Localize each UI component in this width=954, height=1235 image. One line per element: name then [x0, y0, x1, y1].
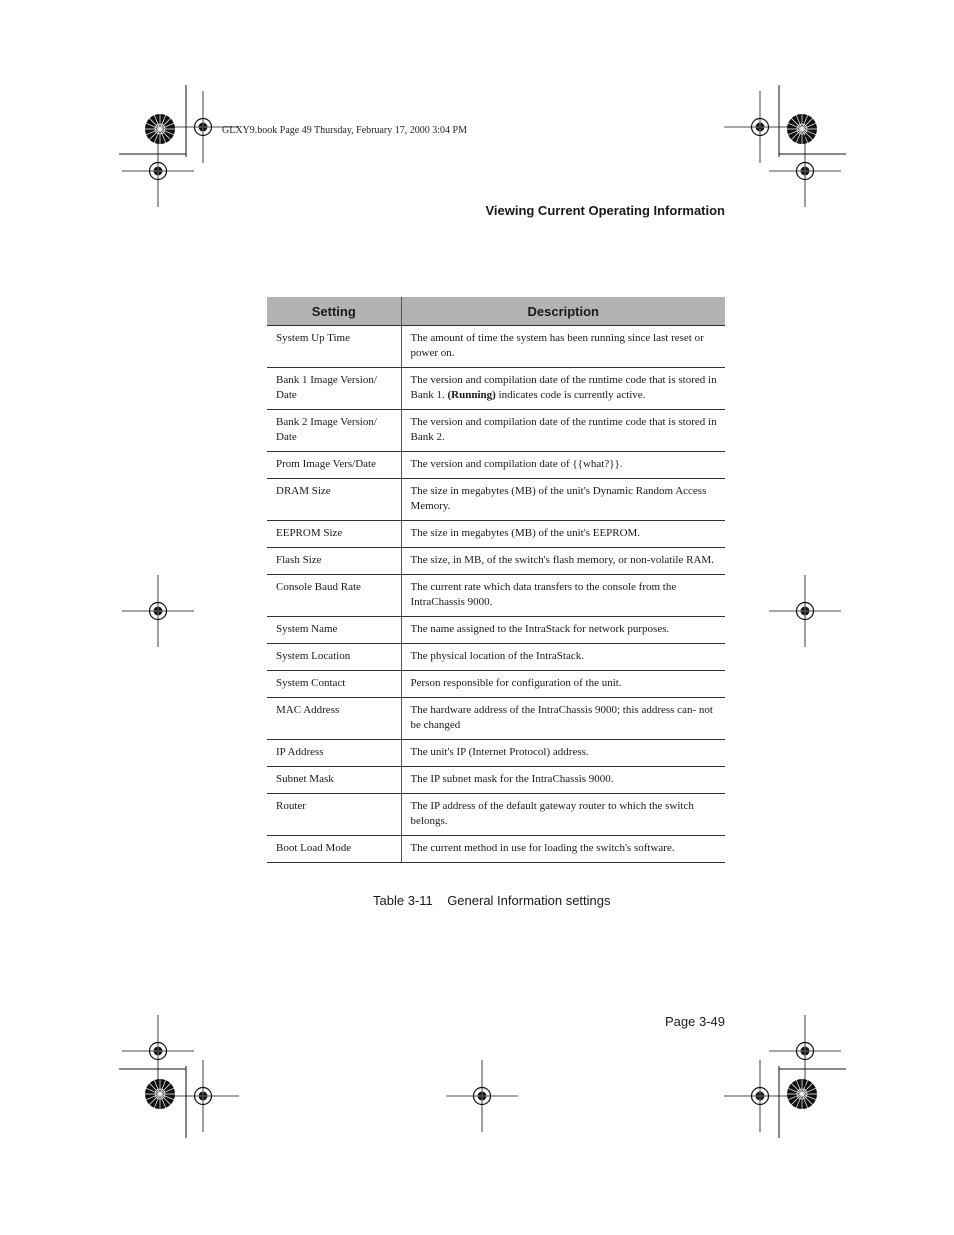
setting-cell: EEPROM Size	[267, 521, 401, 548]
table-row	[267, 836, 725, 863]
table-row	[267, 671, 725, 698]
setting-cell: Bank 2 Image Version/ Date	[267, 410, 401, 452]
print-slug: GLXY9.book Page 49 Thursday, February 17, 2000 3:04 PM	[222, 125, 467, 136]
table-row	[267, 740, 725, 767]
description-cell: The IP address of the default gateway router to which the switch belongs.	[401, 794, 725, 836]
setting-cell: IP Address	[267, 740, 401, 767]
setting-cell: Console Baud Rate	[267, 575, 401, 617]
description-cell: The hardware address of the IntraChassis 9000; this address can- not be changed	[401, 698, 725, 740]
setting-cell: Router	[267, 794, 401, 836]
setting-cell: Subnet Mask	[267, 767, 401, 794]
table-row	[267, 368, 725, 410]
table-row	[267, 326, 725, 368]
description-cell: The IP subnet mask for the IntraChassis 9000.	[401, 767, 725, 794]
description-cell: The size, in MB, of the switch's flash memory, or non-volatile RAM.	[401, 548, 725, 575]
setting-cell: System Name	[267, 617, 401, 644]
description-text: indicates code is currently active.	[495, 389, 646, 401]
table-row	[267, 548, 725, 575]
description-cell: Person responsible for configuration of the unit.	[401, 671, 725, 698]
column-header-setting: Setting	[267, 297, 401, 326]
table-row	[267, 410, 725, 452]
setting-cell: MAC Address	[267, 698, 401, 740]
general-info-settings-table	[267, 297, 725, 863]
setting-cell: Prom Image Vers/Date	[267, 452, 401, 479]
description-cell	[401, 368, 725, 410]
table-row	[267, 698, 725, 740]
description-cell: The size in megabytes (MB) of the unit's Dynamic Random Access Memory.	[401, 479, 725, 521]
table-row	[267, 767, 725, 794]
description-cell: The unit's IP (Internet Protocol) address.	[401, 740, 725, 767]
running-keyword: (Running)	[447, 389, 496, 401]
setting-cell: Bank 1 Image Version/ Date	[267, 368, 401, 410]
description-cell: The current method in use for loading the switch's software.	[401, 836, 725, 863]
table-caption: Table 3-11 General Information settings	[373, 893, 611, 908]
table-row	[267, 794, 725, 836]
setting-cell: System Location	[267, 644, 401, 671]
setting-cell: Boot Load Mode	[267, 836, 401, 863]
description-cell: The size in megabytes (MB) of the unit's EEPROM.	[401, 521, 725, 548]
table-row	[267, 452, 725, 479]
description-text: The version and compilation date of the runtime code that is stored in Bank 1.	[410, 374, 717, 401]
table-row	[267, 521, 725, 548]
description-cell: The version and compilation date of the runtime code that is stored in Bank 2.	[401, 410, 725, 452]
setting-cell: System Contact	[267, 671, 401, 698]
setting-cell: DRAM Size	[267, 479, 401, 521]
table-row	[267, 479, 725, 521]
table-row	[267, 617, 725, 644]
description-cell: The physical location of the IntraStack.	[401, 644, 725, 671]
description-cell: The amount of time the system has been running since last reset or power on.	[401, 326, 725, 368]
table-header-row	[267, 297, 725, 326]
setting-cell: Flash Size	[267, 548, 401, 575]
description-cell: The version and compilation date of {{what?}}.	[401, 452, 725, 479]
page-number: Page 3-49	[665, 1014, 725, 1029]
running-header: Viewing Current Operating Information	[485, 203, 725, 218]
description-cell: The current rate which data transfers to the console from the IntraChassis 9000.	[401, 575, 725, 617]
table-row	[267, 644, 725, 671]
setting-cell: System Up Time	[267, 326, 401, 368]
table-row	[267, 575, 725, 617]
description-cell: The name assigned to the IntraStack for network purposes.	[401, 617, 725, 644]
column-header-description: Description	[401, 297, 725, 326]
